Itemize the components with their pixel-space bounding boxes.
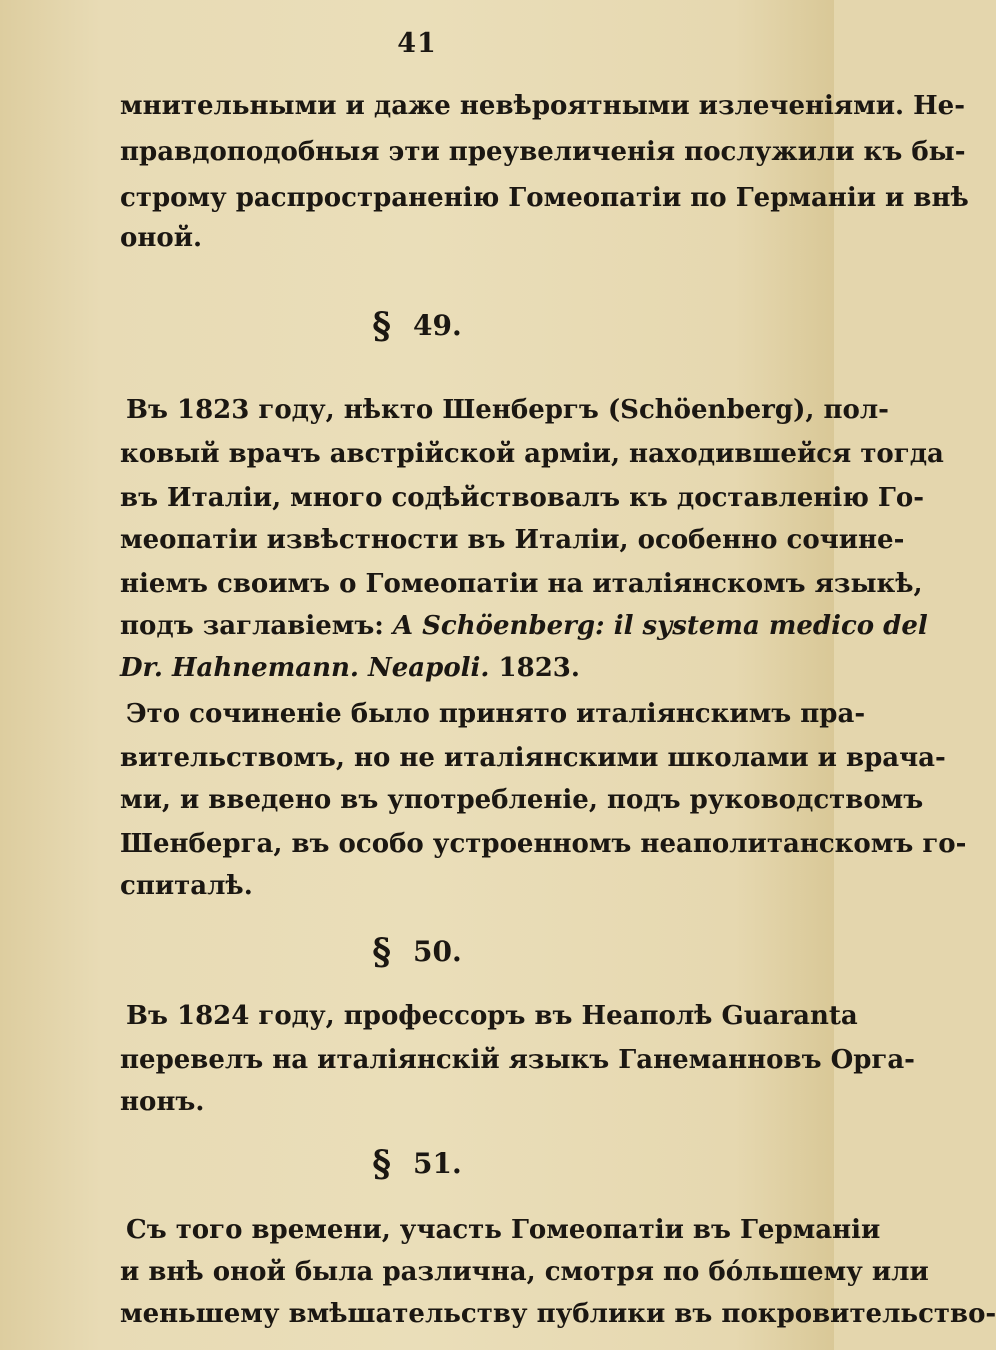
text-line: ми, и введено въ употребленіе, подъ руководствомъ bbox=[120, 785, 924, 815]
text-line: въ Италіи, много содѣйствовалъ къ доставленію Го- bbox=[120, 483, 924, 513]
text-line: спиталѣ. bbox=[120, 871, 253, 901]
section-heading-51 bbox=[0, 1144, 834, 1184]
section-number: 49. bbox=[413, 309, 462, 342]
text-line: вительствомъ, но не италіянскими школами и врача- bbox=[120, 743, 946, 773]
text-line: ніемъ своимъ о Гомеопатіи на италіянскомъ языкѣ, bbox=[120, 569, 923, 599]
text-line: перевелъ на италіянскій языкъ Ганеманновъ Орга- bbox=[120, 1045, 915, 1075]
section-number: 51. bbox=[413, 1147, 462, 1180]
section-number: 50. bbox=[413, 935, 462, 968]
text-line: и внѣ оной была различна, смотря по бóльшему или bbox=[120, 1257, 929, 1287]
text-line: оной. bbox=[120, 223, 203, 253]
section-heading-50 bbox=[0, 932, 834, 972]
section-symbol: § bbox=[372, 1143, 392, 1185]
text-line: Съ того времени, участь Гомеопатіи въ Германіи bbox=[126, 1215, 881, 1245]
text-line-citation bbox=[120, 648, 812, 688]
text-line: правдоподобныя эти преувеличенія послужили къ бы- bbox=[120, 137, 966, 167]
text-line: Въ 1824 году, профессоръ въ Неаполѣ Guaranta bbox=[126, 1001, 858, 1031]
text-line-citation bbox=[120, 606, 928, 646]
text-line: меньшему вмѣшательству публики въ покровительство- bbox=[120, 1299, 996, 1329]
text-line: нонъ. bbox=[120, 1087, 205, 1117]
citation-prefix: подъ заглавіемъ: bbox=[120, 611, 393, 641]
text-line: мнительными и даже невѣроятными излеченіями. Не- bbox=[120, 91, 965, 121]
text-line: строму распространенію Гомеопатіи по Германіи и внѣ bbox=[120, 183, 969, 213]
text-line: Шенберга, въ особо устроенномъ неаполитанскомъ го- bbox=[120, 829, 967, 859]
page-number: 41 bbox=[397, 28, 437, 59]
section-symbol: § bbox=[372, 931, 392, 973]
section-symbol: § bbox=[372, 305, 392, 347]
text-line: ковый врачъ австрійской арміи, находившейся тогда bbox=[120, 439, 944, 469]
text-line: Это сочиненіе было принято италіянскимъ пра- bbox=[126, 699, 866, 729]
citation-author: Dr. Hahnemann. Neapoli. bbox=[120, 653, 490, 683]
citation-year: 1823. bbox=[489, 653, 580, 683]
text-line: меопатіи извѣстности въ Италіи, особенно сочине- bbox=[120, 525, 905, 555]
text-line: Въ 1823 году, нѣкто Шенбергъ (Schöenberg), пол- bbox=[126, 395, 889, 425]
citation-title: A Schöenberg: il systema medico del bbox=[392, 611, 928, 641]
section-heading-49 bbox=[0, 306, 834, 346]
